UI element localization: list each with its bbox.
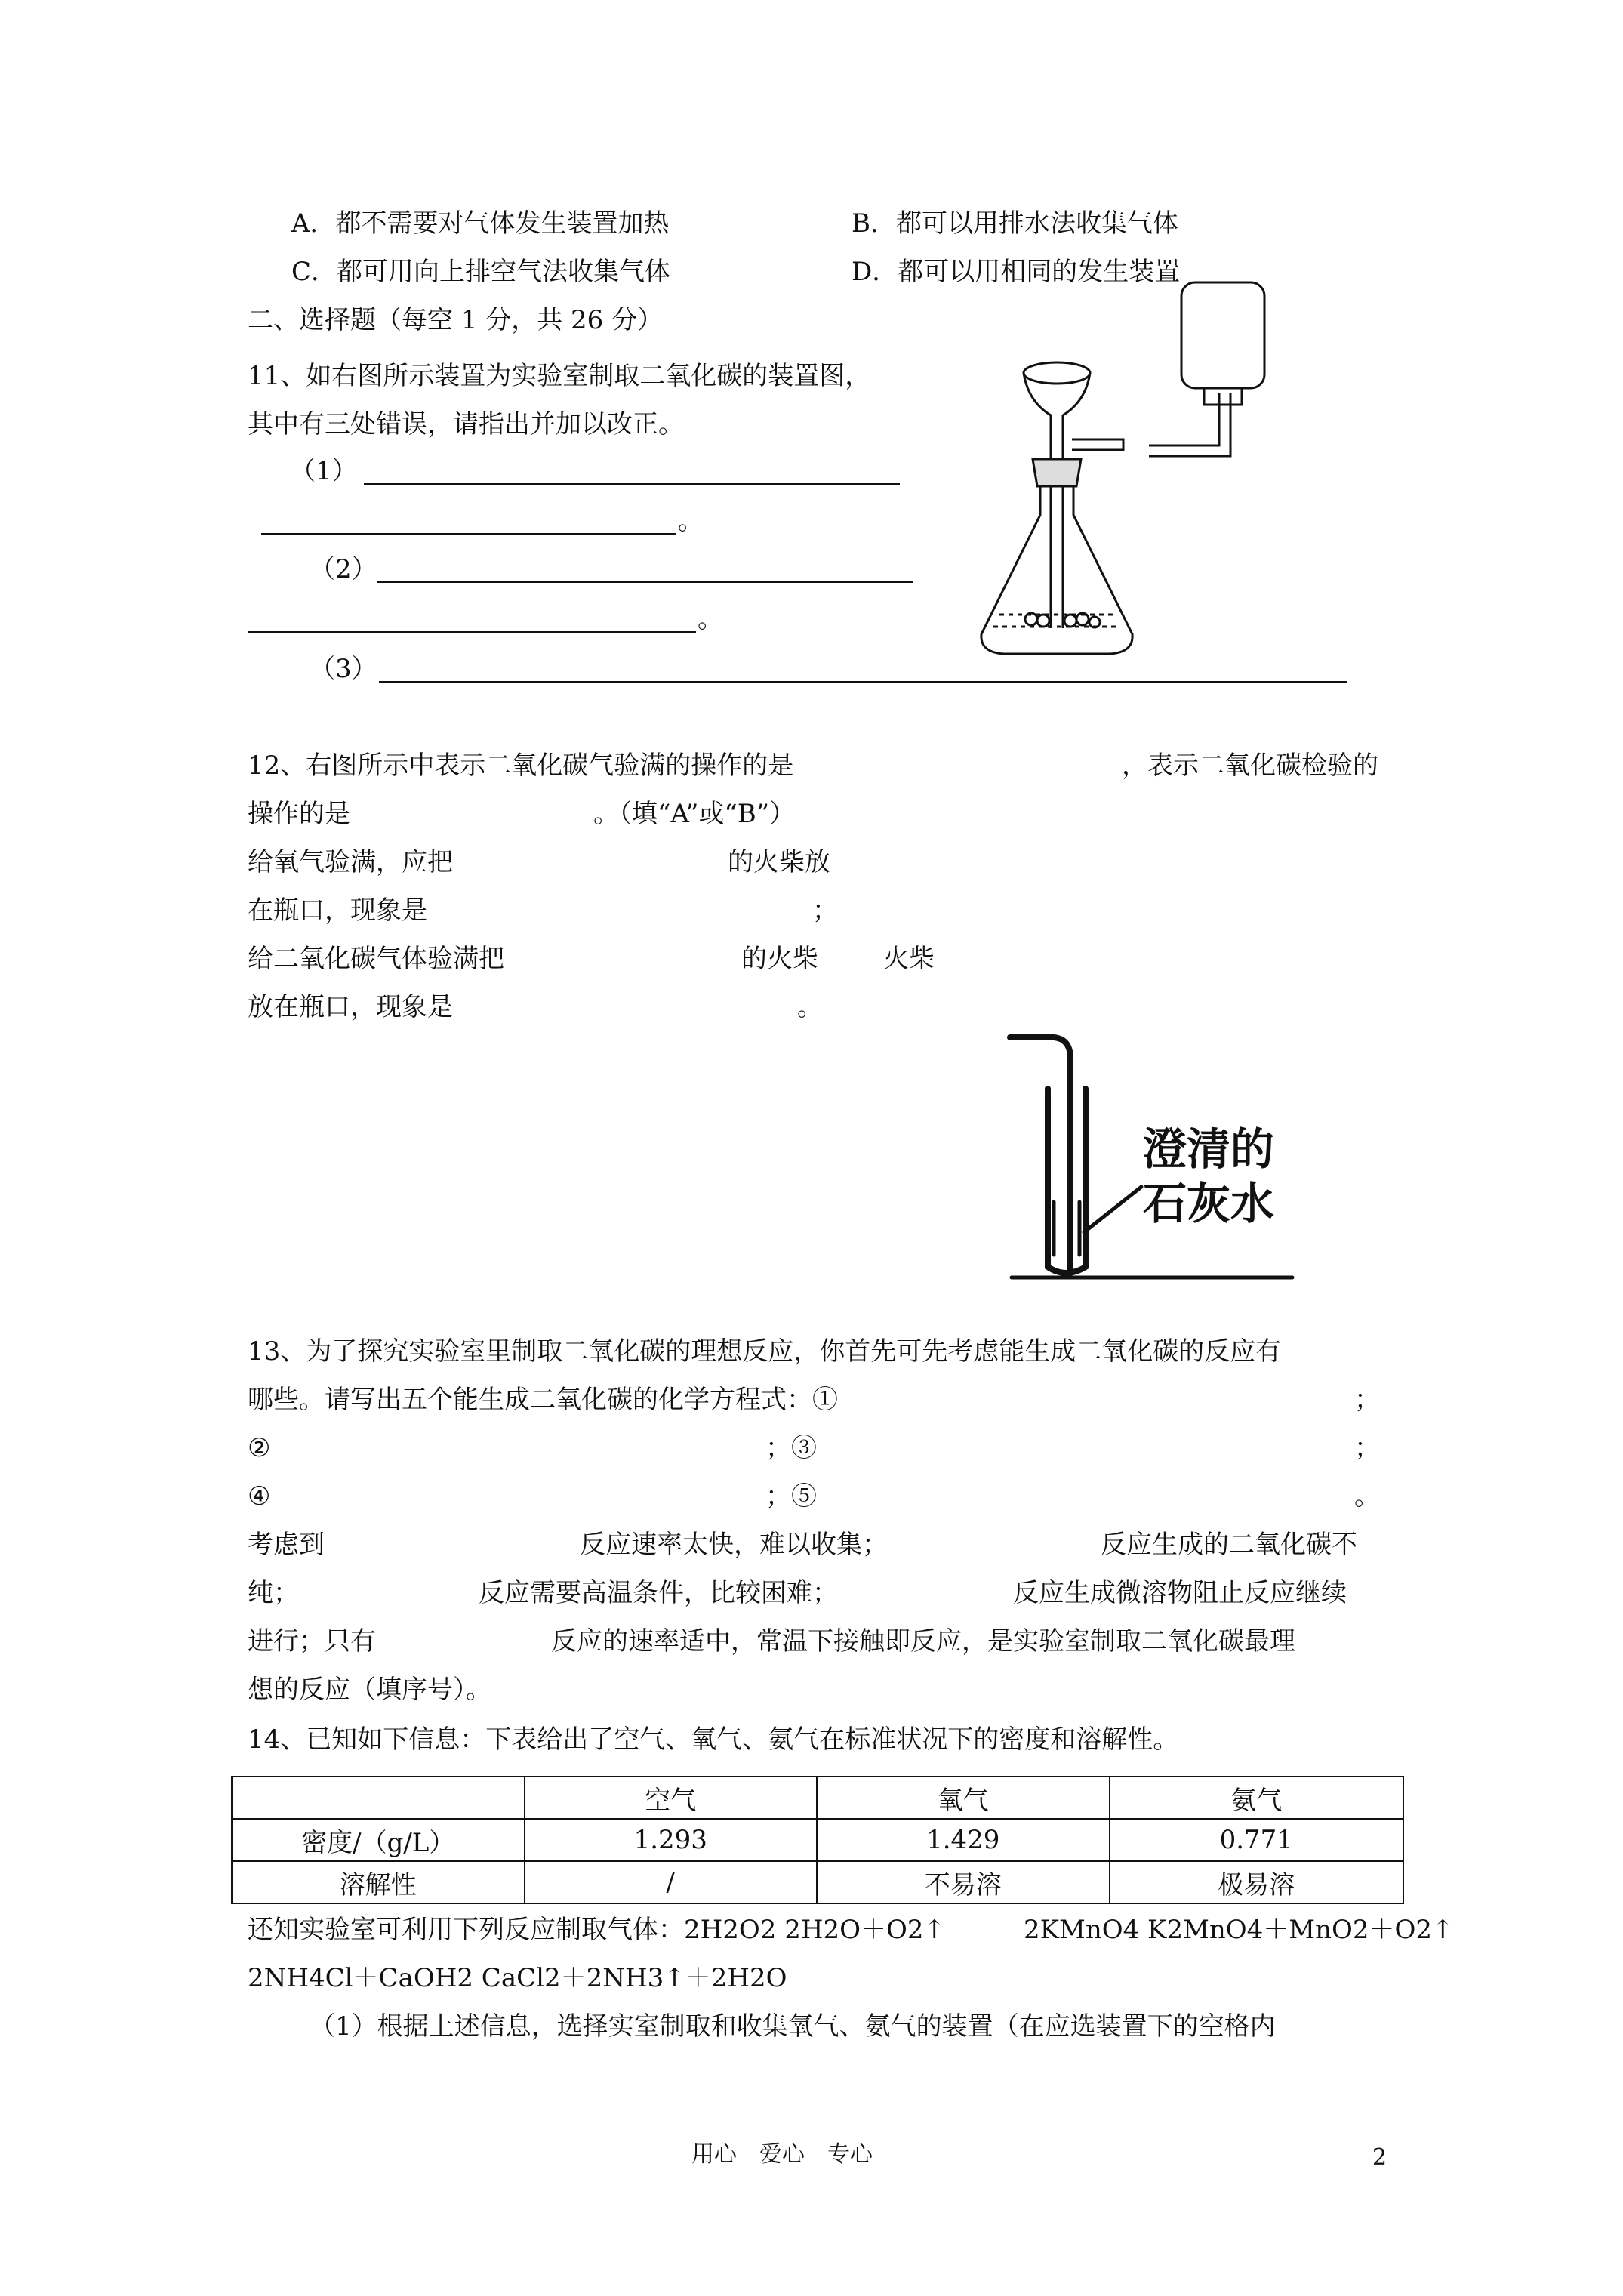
q12-line3a: 给氧气验满，应把 — [248, 847, 453, 877]
q12-line1b: ，表示二氧化碳检验的 — [1122, 750, 1378, 781]
table-row — [232, 1819, 1403, 1861]
q13-l5c: 反应生成的二氧化碳不 — [1101, 1530, 1357, 1560]
q13-line1: 13、为了探究实验室里制取二氧化碳的理想反应，你首先可先考虑能生成二氧化碳的反应有 — [248, 1336, 1282, 1367]
q13-circle2: ② — [248, 1433, 271, 1463]
q12-line1a: 12、右图所示中表示二氧化碳气验满的操作的是 — [248, 750, 794, 781]
q12-line5c: 火柴 — [883, 944, 935, 974]
limewater-label-2: 石灰水 — [1143, 1178, 1275, 1229]
section-heading: 二、选择题（每空 1 分，共 26 分） — [248, 305, 664, 335]
gas-bottle-neck — [1204, 388, 1242, 405]
table-cell: 1.429 — [817, 1819, 1109, 1861]
q14-reaction-3: 2NH4Cl＋CaOH2 CaCl2＋2NH3↑＋2H2O — [248, 1963, 787, 1993]
gas-bottle — [1181, 282, 1264, 388]
q13-period: 。 — [1354, 1481, 1380, 1512]
q13-circle3: ；③ — [765, 1433, 817, 1463]
q11-blank-3[interactable] — [379, 681, 1347, 683]
bottle-tube — [1149, 393, 1219, 445]
q12-line4b: ； — [812, 895, 838, 926]
table-cell: 0.771 — [1110, 1819, 1404, 1861]
q12-line5b: 的火柴 — [741, 944, 818, 974]
gas-properties-table — [231, 1776, 1404, 1904]
table-cell: / — [525, 1861, 817, 1903]
q12-line5a: 给二氧化碳气体验满把 — [248, 944, 504, 974]
q13-l5a: 考虑到 — [248, 1530, 325, 1560]
q13-circle5: ；⑤ — [765, 1481, 817, 1512]
q13-l7a: 进行；只有 — [248, 1626, 376, 1657]
stopper — [1033, 459, 1081, 486]
q13-semi-2: ； — [1354, 1433, 1380, 1463]
footer-slogan: 用心 爱心 专心 — [691, 2141, 873, 2168]
funnel-bowl — [1024, 362, 1090, 384]
option-d: D．都可以用相同的发生装置 — [852, 257, 1181, 287]
q14-reaction-intro: 还知实验室可利用下列反应制取气体：2H2O2 2H2O＋O2↑ — [248, 1915, 946, 1945]
q11-blank-1a[interactable] — [364, 483, 900, 485]
q11-item1-label: （1） — [290, 456, 358, 486]
flask — [981, 486, 1132, 654]
table-cell: 极易溶 — [1110, 1861, 1404, 1903]
delivery-tube — [1072, 439, 1123, 450]
q12-line3b: 的火柴放 — [728, 847, 830, 877]
q13-semi-1: ； — [1354, 1385, 1380, 1415]
q13-l8: 想的反应（填序号）。 — [248, 1675, 491, 1705]
q14-sub1: （1）根据上述信息，选择实室制取和收集氧气、氨气的装置（在应选装置下的空格内 — [310, 2011, 1276, 2042]
table-header-cell — [232, 1777, 525, 1819]
q13-l6b: 反应需要高温条件，比较困难； — [479, 1578, 838, 1608]
q12-line2b: 。（填“A”或“B”） — [593, 799, 796, 829]
table-header-cell: 氧气 — [817, 1777, 1109, 1819]
q11-item3-label: （3） — [310, 654, 377, 684]
label-pointer — [1084, 1187, 1141, 1232]
bent-tube — [1010, 1037, 1070, 1270]
q14-line1: 14、已知如下信息：下表给出了空气、氧气、氨气在标准状况下的密度和溶解性。 — [248, 1724, 1179, 1755]
q11-blank-1b[interactable] — [261, 533, 676, 535]
option-b: B．都可以用排水法收集气体 — [852, 208, 1178, 239]
q11-line2: 其中有三处错误，请指出并加以改正。 — [248, 409, 684, 439]
table-cell: 不易溶 — [817, 1861, 1109, 1903]
q13-l6a: 纯； — [248, 1578, 299, 1608]
option-a: A．都不需要对气体发生装置加热 — [291, 208, 670, 239]
q14-reaction-2: 2KMnO4 K2MnO4＋MnO2＋O2↑ — [1024, 1915, 1454, 1945]
q11-blank-2a[interactable] — [377, 581, 913, 583]
q12-line4a: 在瓶口，现象是 — [248, 895, 427, 926]
table-header-row — [232, 1777, 1403, 1819]
q13-circle4: ④ — [248, 1481, 271, 1512]
table-header-cell: 空气 — [525, 1777, 817, 1819]
q13-l5b: 反应速率太快，难以收集； — [580, 1530, 888, 1560]
limewater-label-1: 澄清的 — [1143, 1123, 1275, 1175]
q13-l7b: 反应的速率适中，常温下接触即反应，是实验室制取二氧化碳最理 — [551, 1626, 1295, 1657]
q13-l6c: 反应生成微溶物阻止反应继续 — [1013, 1578, 1347, 1608]
table-cell: 1.293 — [525, 1819, 817, 1861]
q11-period-2: 。 — [698, 604, 723, 634]
q11-item2-label: （2） — [310, 554, 377, 584]
option-c: C．都可用向上排空气法收集气体 — [291, 257, 671, 287]
table-row — [232, 1861, 1403, 1903]
table-cell: 溶解性 — [232, 1861, 525, 1903]
page-number: 2 — [1372, 2144, 1387, 2171]
co2-apparatus-figure — [959, 281, 1351, 673]
q13-line2: 哪些。请写出五个能生成二氧化碳的化学方程式：① — [248, 1385, 838, 1415]
q12-line2a: 操作的是 — [248, 799, 350, 829]
table-header-cell: 氨气 — [1110, 1777, 1404, 1819]
q11-blank-2b[interactable] — [248, 631, 696, 633]
table-cell: 密度/（g/L） — [232, 1819, 525, 1861]
q12-line6b: 。 — [797, 992, 823, 1022]
q11-line1: 11、如右图所示装置为实验室制取二氧化碳的装置图， — [248, 361, 871, 391]
q12-line6a: 放在瓶口，现象是 — [248, 992, 453, 1022]
q11-period-1: 。 — [678, 506, 704, 536]
